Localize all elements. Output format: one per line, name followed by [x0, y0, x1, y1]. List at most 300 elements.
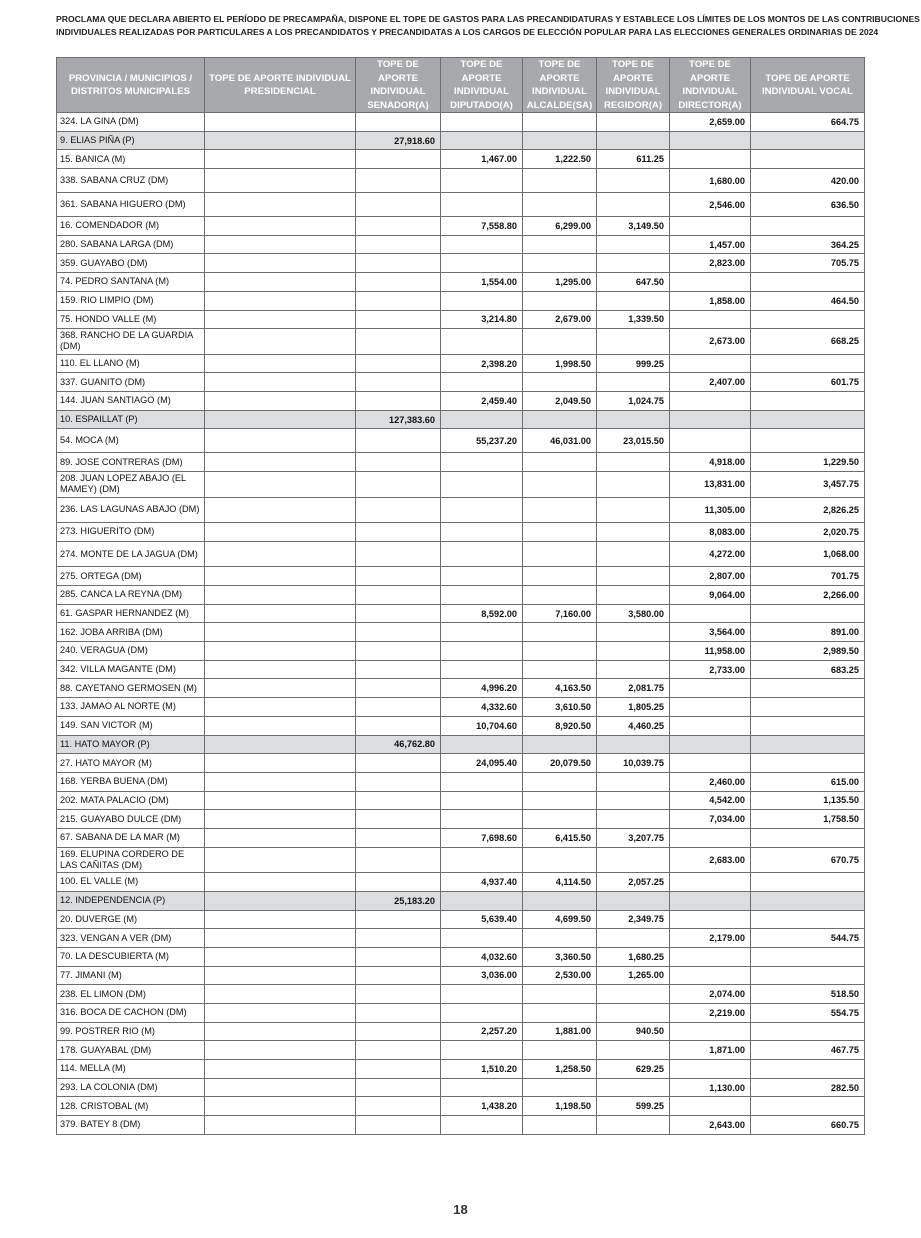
table-row: [57, 217, 865, 236]
amount-cell: 6,415.50: [523, 828, 597, 847]
amount-cell: [356, 660, 441, 679]
amount-cell: [751, 1060, 865, 1079]
location-name-cell: 149. SAN VICTOR (M): [57, 716, 205, 735]
table-row: [57, 429, 865, 453]
amount-cell: 1,024.75: [597, 392, 670, 411]
amount-cell: [523, 131, 597, 150]
amount-cell: [205, 754, 356, 773]
amount-cell: 4,114.50: [523, 873, 597, 892]
amount-cell: 2,683.00: [670, 847, 751, 873]
amount-cell: 3,036.00: [441, 966, 523, 985]
amount-cell: [356, 1041, 441, 1060]
table-row: [57, 541, 865, 567]
location-name-cell: 54. MOCA (M): [57, 429, 205, 453]
amount-cell: [205, 373, 356, 392]
amount-cell: 601.75: [751, 373, 865, 392]
amount-cell: [597, 497, 670, 523]
amount-cell: [205, 169, 356, 193]
amount-cell: [597, 235, 670, 254]
amount-cell: [597, 1041, 670, 1060]
amount-cell: [356, 150, 441, 169]
amount-cell: 3,207.75: [597, 828, 670, 847]
location-name-cell: 215. GUAYABO DULCE (DM): [57, 810, 205, 829]
amount-cell: 999.25: [597, 354, 670, 373]
table-row: [57, 828, 865, 847]
amount-cell: [356, 642, 441, 661]
location-name-cell: 12. INDEPENDENCIA (P): [57, 891, 205, 910]
amount-cell: 1,198.50: [523, 1097, 597, 1116]
amount-cell: 11,305.00: [670, 497, 751, 523]
amount-cell: [523, 523, 597, 542]
amount-cell: [523, 772, 597, 791]
amount-cell: 2,733.00: [670, 660, 751, 679]
amount-cell: [205, 235, 356, 254]
amount-cell: 891.00: [751, 623, 865, 642]
amount-cell: 7,698.60: [441, 828, 523, 847]
amount-cell: [356, 113, 441, 132]
amount-cell: [597, 791, 670, 810]
amount-cell: [441, 291, 523, 310]
table-row: [57, 847, 865, 873]
amount-cell: [751, 679, 865, 698]
amount-cell: [523, 929, 597, 948]
amount-cell: [597, 541, 670, 567]
amount-cell: [356, 966, 441, 985]
amount-cell: [751, 698, 865, 717]
amount-cell: 1,130.00: [670, 1078, 751, 1097]
amount-cell: [205, 410, 356, 429]
amount-cell: 1,998.50: [523, 354, 597, 373]
table-row: [57, 1003, 865, 1022]
amount-cell: 3,564.00: [670, 623, 751, 642]
amount-cell: [441, 929, 523, 948]
amount-cell: 3,214.80: [441, 310, 523, 329]
table-row: [57, 150, 865, 169]
amount-cell: 4,918.00: [670, 453, 751, 472]
amount-cell: 1,229.50: [751, 453, 865, 472]
amount-cell: 2,074.00: [670, 985, 751, 1004]
amount-cell: [523, 541, 597, 567]
location-name-cell: 162. JOBA ARRIBA (DM): [57, 623, 205, 642]
amount-cell: [205, 273, 356, 292]
amount-cell: 2,807.00: [670, 567, 751, 586]
contribution-limits-table: [56, 57, 865, 1135]
amount-cell: 282.50: [751, 1078, 865, 1097]
amount-cell: [356, 698, 441, 717]
amount-cell: 1,510.20: [441, 1060, 523, 1079]
amount-cell: [523, 847, 597, 873]
amount-cell: 1,871.00: [670, 1041, 751, 1060]
amount-cell: [441, 567, 523, 586]
amount-cell: 1,881.00: [523, 1022, 597, 1041]
amount-cell: [670, 1022, 751, 1041]
amount-cell: 55,237.20: [441, 429, 523, 453]
location-name-cell: 324. LA GINA (DM): [57, 113, 205, 132]
province-row: [57, 891, 865, 910]
amount-cell: [205, 679, 356, 698]
amount-cell: [205, 193, 356, 217]
amount-cell: 1,680.00: [670, 169, 751, 193]
amount-cell: [356, 985, 441, 1004]
amount-cell: [205, 354, 356, 373]
location-name-cell: 99. POSTRER RIO (M): [57, 1022, 205, 1041]
amount-cell: [597, 254, 670, 273]
province-row: [57, 131, 865, 150]
location-name-cell: 178. GUAYABAL (DM): [57, 1041, 205, 1060]
location-name-cell: 368. RANCHO DE LA GUARDIA (DM): [57, 329, 205, 355]
amount-cell: 2,823.00: [670, 254, 751, 273]
amount-cell: [597, 193, 670, 217]
amount-cell: [597, 810, 670, 829]
column-header-alcalde: TOPE DE APORTE INDIVIDUAL ALCALDE(SA): [523, 58, 597, 113]
location-name-cell: 273. HIGUERITO (DM): [57, 523, 205, 542]
amount-cell: 2,659.00: [670, 113, 751, 132]
amount-cell: [205, 392, 356, 411]
table-row: [57, 791, 865, 810]
amount-cell: [205, 113, 356, 132]
amount-cell: [523, 810, 597, 829]
amount-cell: [356, 586, 441, 605]
amount-cell: 2,459.40: [441, 392, 523, 411]
amount-cell: [523, 329, 597, 355]
location-name-cell: 285. CANCA LA REYNA (DM): [57, 586, 205, 605]
amount-cell: [670, 273, 751, 292]
amount-cell: [523, 1003, 597, 1022]
location-name-cell: 359. GUAYABO (DM): [57, 254, 205, 273]
amount-cell: [356, 429, 441, 453]
location-name-cell: 100. EL VALLE (M): [57, 873, 205, 892]
amount-cell: [670, 217, 751, 236]
location-name-cell: 338. SABANA CRUZ (DM): [57, 169, 205, 193]
amount-cell: [751, 947, 865, 966]
amount-cell: [205, 586, 356, 605]
amount-cell: [205, 291, 356, 310]
amount-cell: [441, 410, 523, 429]
amount-cell: [356, 929, 441, 948]
document-title-line-1: PROCLAMA QUE DECLARA ABIERTO EL PERÍODO DE PRECAMPAÑA, DISPONE EL TOPE DE GASTOS PARA LAS PRECANDIDATURAS Y ESTABLECE LOS LÍMITES DE LOS MONTOS DE LAS CONTRIBUCIONES: [56, 14, 920, 24]
amount-cell: [356, 716, 441, 735]
table-row: [57, 291, 865, 310]
amount-cell: [670, 716, 751, 735]
amount-cell: [597, 929, 670, 948]
amount-cell: [523, 193, 597, 217]
amount-cell: [356, 235, 441, 254]
amount-cell: 27,918.60: [356, 131, 441, 150]
column-header-presidencial: TOPE DE APORTE INDIVIDUAL PRESIDENCIAL: [205, 58, 356, 113]
amount-cell: 420.00: [751, 169, 865, 193]
location-name-cell: 159. RIO LIMPIO (DM): [57, 291, 205, 310]
amount-cell: [597, 453, 670, 472]
amount-cell: [751, 604, 865, 623]
amount-cell: 2,679.00: [523, 310, 597, 329]
amount-cell: [441, 193, 523, 217]
amount-cell: [205, 254, 356, 273]
amount-cell: 1,438.20: [441, 1097, 523, 1116]
amount-cell: [751, 873, 865, 892]
amount-cell: [205, 910, 356, 929]
amount-cell: [441, 254, 523, 273]
location-name-cell: 337. GUANITO (DM): [57, 373, 205, 392]
amount-cell: 1,758.50: [751, 810, 865, 829]
amount-cell: [523, 169, 597, 193]
table-row: [57, 660, 865, 679]
amount-cell: [205, 453, 356, 472]
table-row: [57, 1116, 865, 1135]
location-name-cell: 128. CRISTOBAL (M): [57, 1097, 205, 1116]
amount-cell: [356, 329, 441, 355]
amount-cell: [597, 329, 670, 355]
column-header-vocal: TOPE DE APORTE INDIVIDUAL VOCAL: [751, 58, 865, 113]
location-name-cell: 238. EL LIMON (DM): [57, 985, 205, 1004]
amount-cell: 8,920.50: [523, 716, 597, 735]
location-name-cell: 274. MONTE DE LA JAGUA (DM): [57, 541, 205, 567]
amount-cell: [751, 754, 865, 773]
amount-cell: 1,295.00: [523, 273, 597, 292]
amount-cell: [523, 642, 597, 661]
amount-cell: 8,592.00: [441, 604, 523, 623]
table-row: [57, 929, 865, 948]
amount-cell: [751, 429, 865, 453]
amount-cell: [441, 772, 523, 791]
amount-cell: [751, 392, 865, 411]
column-header-director: TOPE DE APORTE INDIVIDUAL DIRECTOR(A): [670, 58, 751, 113]
amount-cell: 464.50: [751, 291, 865, 310]
amount-cell: 647.50: [597, 273, 670, 292]
amount-cell: [205, 828, 356, 847]
table-row: [57, 698, 865, 717]
amount-cell: [441, 791, 523, 810]
table-row: [57, 679, 865, 698]
table-row: [57, 716, 865, 735]
amount-cell: 2,081.75: [597, 679, 670, 698]
amount-cell: 4,542.00: [670, 791, 751, 810]
amount-cell: 5,639.40: [441, 910, 523, 929]
amount-cell: [205, 131, 356, 150]
amount-cell: [670, 754, 751, 773]
amount-cell: 1,265.00: [597, 966, 670, 985]
amount-cell: [441, 329, 523, 355]
amount-cell: 7,558.80: [441, 217, 523, 236]
column-header-diputado: TOPE DE APORTE INDIVIDUAL DIPUTADO(A): [441, 58, 523, 113]
amount-cell: 518.50: [751, 985, 865, 1004]
province-row: [57, 410, 865, 429]
amount-cell: [523, 735, 597, 754]
amount-cell: 1,222.50: [523, 150, 597, 169]
amount-cell: 23,015.50: [597, 429, 670, 453]
location-name-cell: 342. VILLA MAGANTE (DM): [57, 660, 205, 679]
amount-cell: [523, 586, 597, 605]
amount-cell: 2,460.00: [670, 772, 751, 791]
amount-cell: [356, 1116, 441, 1135]
amount-cell: [205, 150, 356, 169]
amount-cell: 599.25: [597, 1097, 670, 1116]
amount-cell: [597, 169, 670, 193]
amount-cell: [441, 131, 523, 150]
amount-cell: 9,064.00: [670, 586, 751, 605]
amount-cell: [205, 966, 356, 985]
location-name-cell: 89. JOSE CONTRERAS (DM): [57, 453, 205, 472]
location-name-cell: 88. CAYETANO GERMOSEN (M): [57, 679, 205, 698]
amount-cell: 24,095.40: [441, 754, 523, 773]
amount-cell: 4,460.25: [597, 716, 670, 735]
amount-cell: [441, 523, 523, 542]
amount-cell: [356, 810, 441, 829]
amount-cell: 2,407.00: [670, 373, 751, 392]
location-name-cell: 114. MELLA (M): [57, 1060, 205, 1079]
location-name-cell: 323. VENGAN A VER (DM): [57, 929, 205, 948]
amount-cell: [670, 828, 751, 847]
amount-cell: 2,049.50: [523, 392, 597, 411]
amount-cell: 2,826.25: [751, 497, 865, 523]
amount-cell: [441, 497, 523, 523]
amount-cell: [523, 113, 597, 132]
amount-cell: [205, 541, 356, 567]
amount-cell: [356, 310, 441, 329]
table-row: [57, 810, 865, 829]
amount-cell: [356, 828, 441, 847]
table-row: [57, 1022, 865, 1041]
amount-cell: [441, 1003, 523, 1022]
location-name-cell: 293. LA COLONIA (DM): [57, 1078, 205, 1097]
amount-cell: [670, 150, 751, 169]
location-name-cell: 133. JAMAO AL NORTE (M): [57, 698, 205, 717]
amount-cell: [356, 392, 441, 411]
amount-cell: 4,996.20: [441, 679, 523, 698]
amount-cell: [597, 1078, 670, 1097]
amount-cell: 2,219.00: [670, 1003, 751, 1022]
amount-cell: [670, 910, 751, 929]
table-row: [57, 310, 865, 329]
location-name-cell: 275. ORTEGA (DM): [57, 567, 205, 586]
amount-cell: [523, 254, 597, 273]
amount-cell: [670, 392, 751, 411]
amount-cell: 7,160.00: [523, 604, 597, 623]
amount-cell: [441, 1116, 523, 1135]
amount-cell: [356, 1078, 441, 1097]
table-row: [57, 497, 865, 523]
amount-cell: 2,020.75: [751, 523, 865, 542]
amount-cell: [356, 472, 441, 498]
amount-cell: [670, 1097, 751, 1116]
table-row: [57, 193, 865, 217]
amount-cell: 1,680.25: [597, 947, 670, 966]
amount-cell: [597, 623, 670, 642]
amount-cell: [751, 310, 865, 329]
amount-cell: 1,339.50: [597, 310, 670, 329]
amount-cell: [523, 410, 597, 429]
amount-cell: 46,762.80: [356, 735, 441, 754]
amount-cell: [751, 150, 865, 169]
amount-cell: 2,349.75: [597, 910, 670, 929]
amount-cell: 4,937.40: [441, 873, 523, 892]
amount-cell: 2,673.00: [670, 329, 751, 355]
amount-cell: [356, 193, 441, 217]
amount-cell: [441, 623, 523, 642]
location-name-cell: 208. JUAN LOPEZ ABAJO (EL MAMEY) (DM): [57, 472, 205, 498]
location-name-cell: 10. ESPAILLAT (P): [57, 410, 205, 429]
table-row: [57, 910, 865, 929]
amount-cell: [523, 660, 597, 679]
table-row: [57, 567, 865, 586]
amount-cell: [441, 642, 523, 661]
amount-cell: [356, 623, 441, 642]
amount-cell: 2,257.20: [441, 1022, 523, 1041]
amount-cell: 10,039.75: [597, 754, 670, 773]
amount-cell: [441, 169, 523, 193]
amount-cell: 1,457.00: [670, 235, 751, 254]
amount-cell: 20,079.50: [523, 754, 597, 773]
amount-cell: 664.75: [751, 113, 865, 132]
location-name-cell: 236. LAS LAGUNAS ABAJO (DM): [57, 497, 205, 523]
amount-cell: 705.75: [751, 254, 865, 273]
amount-cell: [205, 791, 356, 810]
amount-cell: 683.25: [751, 660, 865, 679]
table-row: [57, 392, 865, 411]
amount-cell: 629.25: [597, 1060, 670, 1079]
amount-cell: 701.75: [751, 567, 865, 586]
amount-cell: [205, 329, 356, 355]
amount-cell: [751, 735, 865, 754]
amount-cell: [356, 754, 441, 773]
table-row: [57, 273, 865, 292]
amount-cell: 2,989.50: [751, 642, 865, 661]
amount-cell: [205, 847, 356, 873]
location-name-cell: 74. PEDRO SANTANA (M): [57, 273, 205, 292]
table-row: [57, 966, 865, 985]
table-row: [57, 947, 865, 966]
amount-cell: 2,530.00: [523, 966, 597, 985]
amount-cell: 544.75: [751, 929, 865, 948]
amount-cell: [441, 891, 523, 910]
location-name-cell: 20. DUVERGE (M): [57, 910, 205, 929]
amount-cell: 4,332.60: [441, 698, 523, 717]
amount-cell: 611.25: [597, 150, 670, 169]
amount-cell: [356, 1003, 441, 1022]
amount-cell: [205, 891, 356, 910]
amount-cell: [597, 660, 670, 679]
amount-cell: [670, 310, 751, 329]
amount-cell: [205, 1060, 356, 1079]
amount-cell: 2,546.00: [670, 193, 751, 217]
document-title-line-2: INDIVIDUALES REALIZADAS POR PARTICULARES A LOS PRECANDIDATOS Y PRECANDIDATAS A LOS CARGOS DE ELECCIÓN POPULAR PARA LAS ELECCIONES GENERALES ORDINARIAS DE 2024: [56, 26, 879, 37]
document-title: [56, 13, 920, 38]
amount-cell: 3,610.50: [523, 698, 597, 717]
location-name-cell: 280. SABANA LARGA (DM): [57, 235, 205, 254]
table-row: [57, 354, 865, 373]
amount-cell: [441, 735, 523, 754]
amount-cell: 2,057.25: [597, 873, 670, 892]
amount-cell: 127,383.60: [356, 410, 441, 429]
amount-cell: 1,135.50: [751, 791, 865, 810]
amount-cell: [597, 472, 670, 498]
amount-cell: [205, 604, 356, 623]
amount-cell: [205, 623, 356, 642]
amount-cell: [205, 772, 356, 791]
location-name-cell: 316. BOCA DE CACHON (DM): [57, 1003, 205, 1022]
amount-cell: [597, 131, 670, 150]
amount-cell: 10,704.60: [441, 716, 523, 735]
table-row: [57, 772, 865, 791]
amount-cell: [356, 873, 441, 892]
table-row: [57, 1041, 865, 1060]
table-row: [57, 113, 865, 132]
amount-cell: [205, 567, 356, 586]
amount-cell: [597, 891, 670, 910]
amount-cell: [205, 1003, 356, 1022]
amount-cell: [670, 891, 751, 910]
amount-cell: [597, 1116, 670, 1135]
amount-cell: [205, 810, 356, 829]
